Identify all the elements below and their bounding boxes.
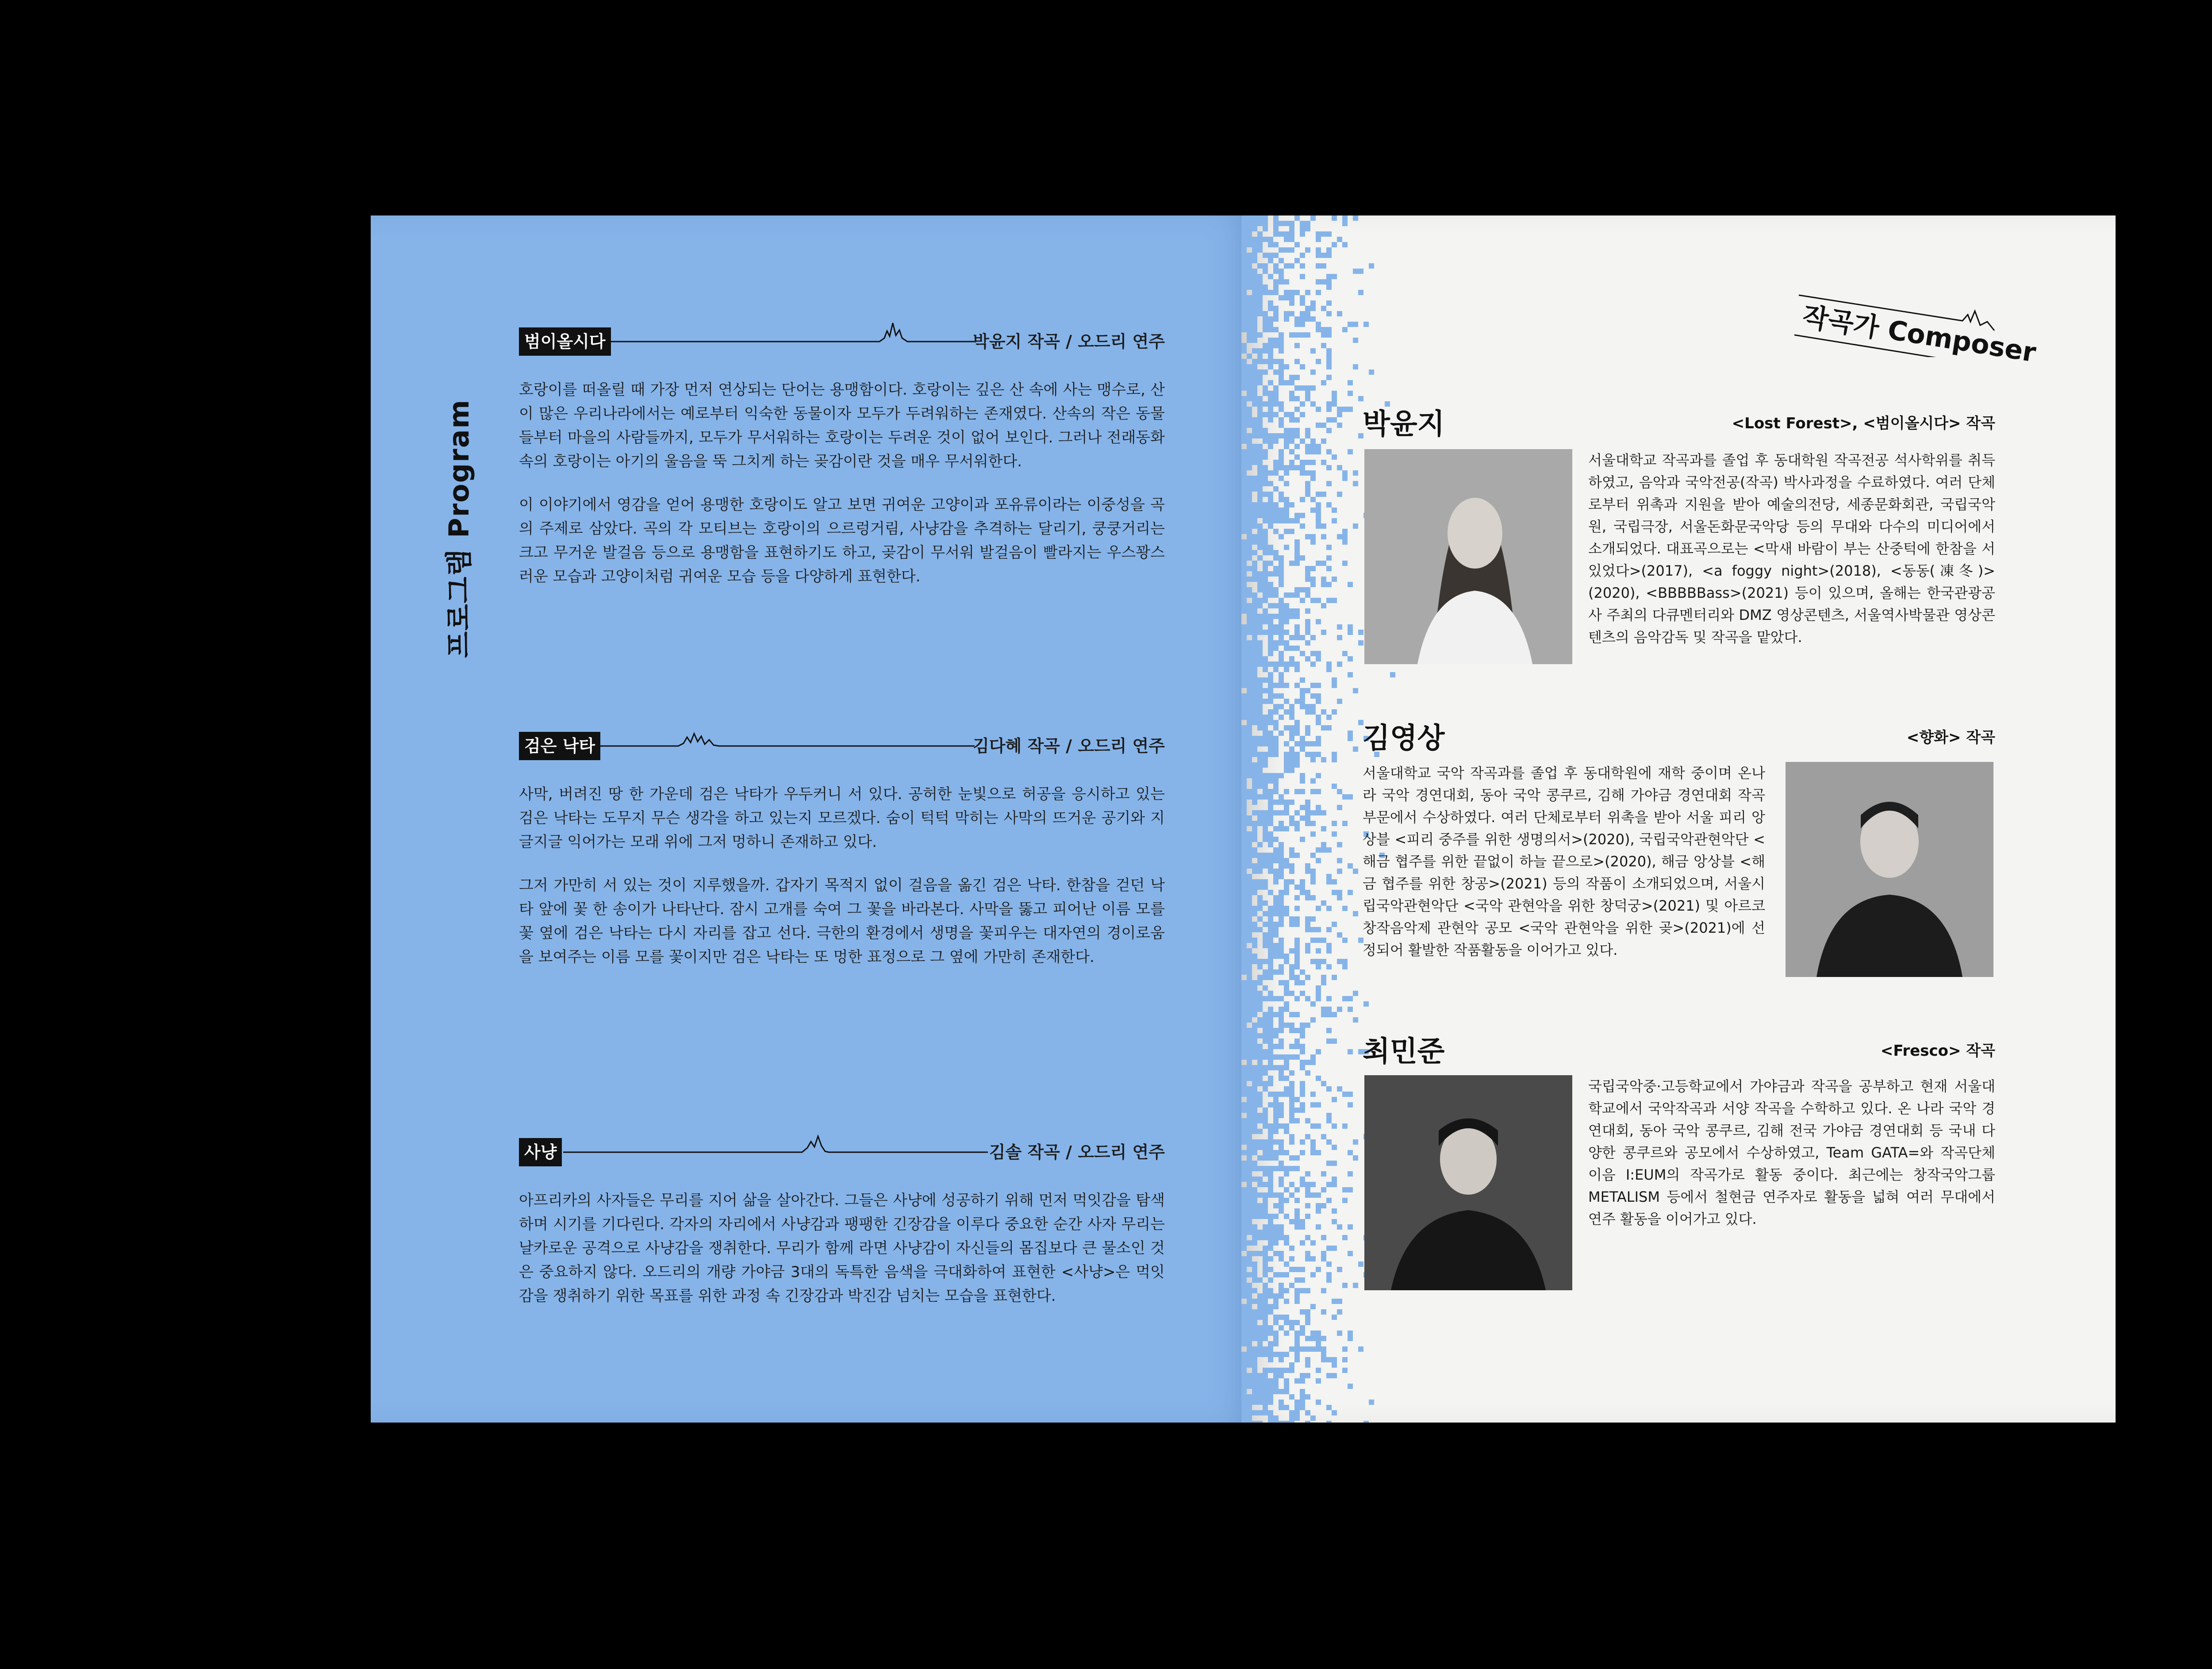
portrait-image [1364, 449, 1572, 664]
composer-photo [1364, 449, 1572, 664]
program-section-title: 프로그램 Program [443, 399, 475, 658]
composer-photo [1786, 762, 1993, 977]
piece-credit: 김다혜 작곡 / 오드리 연주 [973, 736, 1165, 756]
portrait-image [1364, 1075, 1572, 1290]
piece-credit: 박윤지 작곡 / 오드리 연주 [973, 332, 1165, 351]
portrait-image [1786, 762, 1993, 977]
composer-bio: 서울대학교 국악 작곡과를 졸업 후 동대학원에 재학 중이며 온나라 국악 경연대회, 동아 국악 콩쿠르, 김해 가야금 경연대회 작곡 부문에서 수상하였다. 여러 단체로부터 위촉을 받아 서울 피리 앙상블 <피리 중주를 위한 생명의서>(2020), 국립국악관현악단 <해금 협주를 위한 끝없이 하늘 끝으로>(2020), 해금 앙상블 <해금 협주를 위한 창공>(2021) 등의 작품이 소개되었으며, 서울시립국악관현악단 <국악 관현악을 위한 창덕궁>(2021) 및 아르코 창작음악제 관현악 공모 <국악 관현악을 위한 곶>(2021)에 선정되어 활발한 작품활동을 이어가고 있다. [1363, 765, 1765, 958]
composer-works: <향화> 작곡 [1906, 729, 1995, 746]
composer-works: <Fresco> 작곡 [1880, 1042, 1995, 1060]
piece-header [519, 732, 1165, 763]
composer-photo [1364, 1075, 1572, 1290]
program-piece-1 [519, 327, 1165, 588]
composer-3 [1363, 1029, 1995, 1338]
piece-title: 범이올시다 [519, 327, 611, 356]
composer-name: 박윤지 [1363, 408, 1445, 441]
program-page [371, 215, 1256, 1423]
piece-title: 사냥 [519, 1138, 562, 1166]
program-piece-3 [519, 1138, 1165, 1308]
composer-bio: 서울대학교 작곡과를 졸업 후 동대학원 작곡전공 석사학위를 취득하였고, 음악과 국악전공(작곡) 박사과정을 수료하였다. 여러 단체로부터 위촉과 지원을 받아 예술의전당, 세종문화회관, 국립국악원, 국립극장, 서울돈화문국악당 등의 무대와 다수의 미디어에서 소개되었다. 대표곡으로는 <막새 바람이 부는 산중턱에 한참을 서 있었다>(2017), <a foggy night>(2018), <동동(凍冬)>(2020), <BBBBBass>(2021) 등이 있으며, 올해는 한국관광공사 주최의 다큐멘터리와 DMZ 영상콘텐츠, 서울역사박물관 영상콘텐츠의 음악감독 및 작곡을 맡았다. [1588, 452, 1995, 646]
piece-title: 검은 낙타 [519, 732, 600, 760]
program-piece-2 [519, 732, 1165, 969]
composer-header [1794, 269, 2042, 369]
composer-2 [1363, 715, 1995, 1025]
composer-bio: 국립국악중·고등학교에서 가야금과 작곡을 공부하고 현재 서울대학교에서 국악작곡과 서양 작곡을 수학하고 있다. 온 나라 국악 경연대회, 동아 국악 콩쿠르, 김해 전국 가야금 경연대회 등 국내 다양한 콩쿠르와 공모에서 수상하였고, Team GATA=와 작곡단체 이음 I:EUM의 작곡가로 활동 중이다. 최근에는 창작국악그룹 METALISM 등에서 철현금 연주자로 활동을 넓혀 여러 무대에서 연주 활동을 이어가고 있다. [1588, 1078, 1995, 1227]
piece-header [519, 1138, 1165, 1169]
piece-paragraph: 사막, 버려진 땅 한 가운데 검은 낙타가 우두커니 서 있다. 공허한 눈빛으로 허공을 응시하고 있는 검은 낙타는 도무지 무슨 생각을 하고 있는지 모르겠다. 숨이 턱턱 막히는 사막의 뜨거운 공기와 지글지글 익어가는 모래 위에 그저 멍하니 존재하고 있다. [519, 785, 1165, 851]
composer-page [1241, 215, 2116, 1423]
piece-paragraph: 이 이야기에서 영감을 얻어 용맹한 호랑이도 알고 보면 귀여운 고양이과 포유류이라는 이중성을 곡의 주제로 삼았다. 곡의 각 모티브는 호랑이의 으르렁거림, 사냥감을 추격하는 달리기, 쿵쿵거리는 크고 무거운 발걸음 등으로 용맹함을 표현하기도 하고, 곶감이 무서워 발걸음이 빨라지는 우스꽝스러운 모습과 고양이처럼 귀여운 모습 등을 다양하게 표현한다. [519, 496, 1165, 585]
piece-paragraph: 그저 가만히 서 있는 것이 지루했을까. 갑자기 목적지 없이 걸음을 옮긴 검은 낙타. 한참을 걷던 낙타 앞에 꽃 한 송이가 나타난다. 잠시 고개를 숙여 그 꽃을 바라본다. 사막을 뚫고 피어난 이름 모를 꽃 옆에 검은 낙타는 다시 자리를 잡고 선다. 극한의 환경에서 생명을 꽃피우는 대자연의 경이로움을 보여주는 이름 모를 꽃이지만 검은 낙타는 또 멍한 표정으로 그 옆에 가만히 존재한다. [519, 877, 1165, 966]
piece-paragraph: 호랑이를 떠올릴 때 가장 먼저 연상되는 단어는 용맹함이다. 호랑이는 깊은 산 속에 사는 맹수로, 산이 많은 우리나라에서는 예로부터 익숙한 동물이자 모두가 두려워하는 존재였다. 산속의 작은 동물들부터 마을의 사람들까지, 모두가 무서워하는 호랑이는 두려운 것이 없어 보인다. 그러나 전래동화 속의 호랑이는 아기의 울음을 뚝 그치게 하는 곶감이란 것을 매우 무서워한다. [519, 381, 1165, 470]
composer-name: 최민준 [1363, 1035, 1445, 1068]
piece-credit: 김솔 작곡 / 오드리 연주 [989, 1142, 1165, 1162]
composer-works: <Lost Forest>, <범이올시다> 작곡 [1732, 415, 1995, 432]
composer-1 [1363, 401, 1995, 738]
piece-header [519, 327, 1165, 358]
piece-paragraph: 아프리카의 사자들은 무리를 지어 삶을 살아간다. 그들은 사냥에 성공하기 위해 먼저 먹잇감을 탐색하며 시기를 기다린다. 각자의 자리에서 사냥감과 팽팽한 긴장감을 이루다 중요한 순간 사자 무리는 날카로운 공격으로 사냥감을 쟁취한다. 무리가 함께 라면 사냥감이 자신들의 몸집보다 큰 물소인 것은 중요하지 않다. 오드리의 개량 가야금 3대의 독특한 음색을 극대화하여 표현한 <사냥>은 먹잇감을 쟁취하기 위한 목표를 위한 과정 속 긴장감과 박진감 넘치는 모습을 표현한다. [519, 1192, 1165, 1305]
composer-name: 김영상 [1363, 722, 1445, 755]
composer-section-title: 작곡가 Composer [1800, 301, 2038, 369]
